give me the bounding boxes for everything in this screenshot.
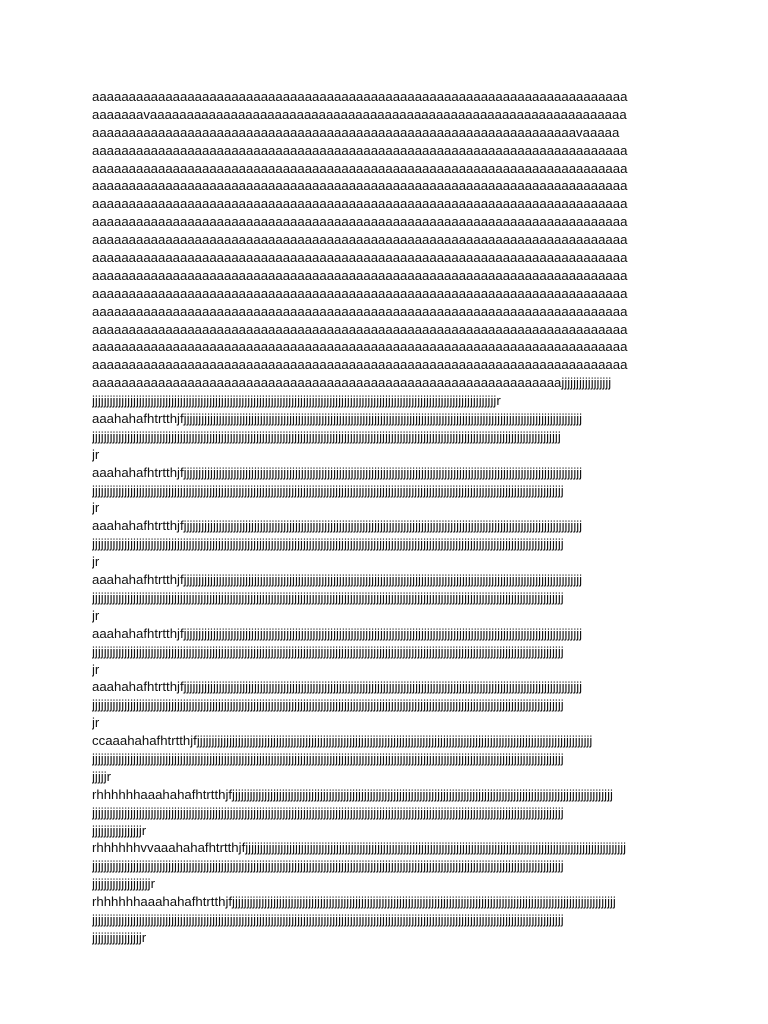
text-line: jr xyxy=(92,661,100,677)
text-line: jjjjjjjjjjjjjjjjjr xyxy=(92,822,147,838)
text-line: aaaaaaaaaaaaaaaaaaaaaaaaaaaaaaaaaaaaaaaaaaaaaaaaaaaaaaaaaaaaaaaaaaaaaaaaa xyxy=(92,160,628,176)
text-line: aaaaaaaaaaaaaaaaaaaaaaaaaaaaaaaaaaaaaaaaaaaaaaaaaaaaaaaaaaaaaaaajjjjjjjjjjjjjjjjj xyxy=(92,375,612,391)
text-line: aaaaaaaaaaaaaaaaaaaaaaaaaaaaaaaaaaaaaaaaaaaaaaaaaaaaaaaaaaaaaaaaaaaaaaaaa xyxy=(92,89,628,104)
text-line: aaahahafhtrtthjfjjjjjjjjjjjjjjjjjjjjjjjjjjjjjjjjjjjjjjjjjjjjjjjjjjjjjjjjjjjjjjjjjjjjjjjjjjjjjjjjjjjjjjjjjjjjjjjjjjjjjjjjjjjjjjjjjjjjjjjjjjjjjjjjjjjjjjjj xyxy=(92,625,583,641)
text-line: aaaaaaaaaaaaaaaaaaaaaaaaaaaaaaaaaaaaaaaaaaaaaaaaaaaaaaaaaaaaaaaaaaaaaaaaa xyxy=(92,303,628,319)
text-line: rhhhhhhaaahahafhtrtthjfjjjjjjjjjjjjjjjjjjjjjjjjjjjjjjjjjjjjjjjjjjjjjjjjjjjjjjjjjjjjjjjjjjjjjjjjjjjjjjjjjjjjjjjjjjjjjjjjjjjjjjjjjjjjjjjjjjjjjjjjjjjjjjjjjj xyxy=(92,786,613,802)
text-line: jr xyxy=(92,715,100,731)
text-line: rhhhhhhaaahahafhtrtthjfjjjjjjjjjjjjjjjjjjjjjjjjjjjjjjjjjjjjjjjjjjjjjjjjjjjjjjjjjjjjjjjjjjjjjjjjjjjjjjjjjjjjjjjjjjjjjjjjjjjjjjjjjjjjjjjjjjjjjjjjjjjjjjjjjjj xyxy=(92,894,616,910)
text-line: aaaaaaaaaaaaaaaaaaaaaaaaaaaaaaaaaaaaaaaaaaaaaaaaaaaaaaaaaaaaaaaaaaaaaaaaa xyxy=(92,214,628,230)
text-line: aaaaaaaaaaaaaaaaaaaaaaaaaaaaaaaaaaaaaaaaaaaaaaaaaaaaaaaaaaaaaaaaaaaaaaaaa xyxy=(92,196,628,212)
text-line: aaaaaaaaaaaaaaaaaaaaaaaaaaaaaaaaaaaaaaaaaaaaaaaaaaaaaaaaaaaaaaaaaaaaaaaaa xyxy=(92,267,628,283)
text-line: aaaaaaaaaaaaaaaaaaaaaaaaaaaaaaaaaaaaaaaaaaaaaaaaaaaaaaaaaaaaaaaaaaaaaaaaa xyxy=(92,178,628,194)
text-line: jjjjjjjjjjjjjjjjjjjjjjjjjjjjjjjjjjjjjjjjjjjjjjjjjjjjjjjjjjjjjjjjjjjjjjjjjjjjjjjjjjjjjjjjjjjjjjjjjjjjjjjjjjjjjjjjjjjjjjjjjjjjjjjjjjjjjjjjjjjjjjjjjjjjjjjjjjjjjjjjj xyxy=(92,643,564,659)
text-line: aaaaaaaaaaaaaaaaaaaaaaaaaaaaaaaaaaaaaaaaaaaaaaaaaaaaaaaaaaaaaaaaaaaaaaaaa xyxy=(92,142,628,158)
text-line: aaaaaaaaaaaaaaaaaaaaaaaaaaaaaaaaaaaaaaaaaaaaaaaaaaaaaaaaaaaaaaaaaaaaaaaaa xyxy=(92,232,628,248)
text-line: aaaaaaaaaaaaaaaaaaaaaaaaaaaaaaaaaaaaaaaaaaaaaaaaaaaaaaaaaaaaaaaaaaaaaaaaa xyxy=(92,250,628,266)
text-line: aaaaaaavaaaaaaaaaaaaaaaaaaaaaaaaaaaaaaaaaaaaaaaaaaaaaaaaaaaaaaaaaaaaaaaaa xyxy=(92,106,627,122)
text-line: jr xyxy=(92,554,100,570)
text-line: jjjjjjjjjjjjjjjjjjjjjjjjjjjjjjjjjjjjjjjjjjjjjjjjjjjjjjjjjjjjjjjjjjjjjjjjjjjjjjjjjjjjjjjjjjjjjjjjjjjjjjjjjjjjjjjjjjjjjjjjjjjjjjjjjjjjjjjjjjjjjjjjjjjjjjjjjjjjjjjjj xyxy=(92,697,564,713)
text-line: jjjjjjjjjjjjjjjjjjjjjjjjjjjjjjjjjjjjjjjjjjjjjjjjjjjjjjjjjjjjjjjjjjjjjjjjjjjjjjjjjjjjjjjjjjjjjjjjjjjjjjjjjjjjjjjjjjjjjjjjjjjjjjjjjjjjjjjjjjjjjjjjjjjjjjjjjjjjjjjjj xyxy=(92,536,564,552)
text-line: rhhhhhhvvaaahahafhtrtthjfjjjjjjjjjjjjjjjjjjjjjjjjjjjjjjjjjjjjjjjjjjjjjjjjjjjjjjjjjjjjjjjjjjjjjjjjjjjjjjjjjjjjjjjjjjjjjjjjjjjjjjjjjjjjjjjjjjjjjjjjjjjjjjjjjj xyxy=(92,840,627,856)
text-line: aaahahafhtrtthjfjjjjjjjjjjjjjjjjjjjjjjjjjjjjjjjjjjjjjjjjjjjjjjjjjjjjjjjjjjjjjjjjjjjjjjjjjjjjjjjjjjjjjjjjjjjjjjjjjjjjjjjjjjjjjjjjjjjjjjjjjjjjjjjjjjjjjjjj xyxy=(92,411,583,427)
text-line: jjjjjjjjjjjjjjjjjjjjjjjjjjjjjjjjjjjjjjjjjjjjjjjjjjjjjjjjjjjjjjjjjjjjjjjjjjjjjjjjjjjjjjjjjjjjjjjjjjjjjjjjjjjjjjjjjjjjjjjjjjjjjjjjjjjjjjjjjjjjjjjjjjjjjjjjjjjjjjjjj xyxy=(92,750,564,766)
text-line: aaahahafhtrtthjfjjjjjjjjjjjjjjjjjjjjjjjjjjjjjjjjjjjjjjjjjjjjjjjjjjjjjjjjjjjjjjjjjjjjjjjjjjjjjjjjjjjjjjjjjjjjjjjjjjjjjjjjjjjjjjjjjjjjjjjjjjjjjjjjjjjjjjjj xyxy=(92,572,583,588)
text-line: ccaaahahafhtrtthjfjjjjjjjjjjjjjjjjjjjjjjjjjjjjjjjjjjjjjjjjjjjjjjjjjjjjjjjjjjjjjjjjjjjjjjjjjjjjjjjjjjjjjjjjjjjjjjjjjjjjjjjjjjjjjjjjjjjjjjjjjjjjjjjjjjjjjjj xyxy=(92,733,593,749)
text-line: jjjjjjjjjjjjjjjjjjjjjjjjjjjjjjjjjjjjjjjjjjjjjjjjjjjjjjjjjjjjjjjjjjjjjjjjjjjjjjjjjjjjjjjjjjjjjjjjjjjjjjjjjjjjjjjjjjjjjjjjjjjjjjjjjjjjjjjjjjjjjjjjjjjjjjjjjjjjjjjjj xyxy=(92,858,564,874)
text-line: jjjjjjjjjjjjjjjjjjjjjjjjjjjjjjjjjjjjjjjjjjjjjjjjjjjjjjjjjjjjjjjjjjjjjjjjjjjjjjjjjjjjjjjjjjjjjjjjjjjjjjjjjjjjjjjjjjjjjjjjjjjjjjjjjjjjjjjjjjjjjjjjjjjjjjjjjjjjjjjjj xyxy=(92,911,564,927)
text-line: aaaaaaaaaaaaaaaaaaaaaaaaaaaaaaaaaaaaaaaaaaaaaaaaaaaaaaaaaaaaaaaaaaaaaaaaa xyxy=(92,285,628,301)
text-line: jjjjjr xyxy=(92,768,112,784)
text-line: jjjjjjjjjjjjjjjjjjjjjjjjjjjjjjjjjjjjjjjjjjjjjjjjjjjjjjjjjjjjjjjjjjjjjjjjjjjjjjjjjjjjjjjjjjjjjjjjjjjjjjjjjjjjjjjjjjjjjjjjjjjjjjjjjjjjjjjjjjjjjjjjjjjjjjjjjjjjjjjjj xyxy=(92,589,564,605)
text-line: jjjjjjjjjjjjjjjjjr xyxy=(92,929,147,945)
document-body xyxy=(92,88,673,947)
text-line: jjjjjjjjjjjjjjjjjjjjjjjjjjjjjjjjjjjjjjjjjjjjjjjjjjjjjjjjjjjjjjjjjjjjjjjjjjjjjjjjjjjjjjjjjjjjjjjjjjjjjjjjjjjjjjjjjjjjjjjjjjjjjjjjjjjjjjjjjjjjjjjjjjjjjjjjjjjjjjjj xyxy=(92,428,561,444)
text-line: aaaaaaaaaaaaaaaaaaaaaaaaaaaaaaaaaaaaaaaaaaaaaaaaaaaaaaaaaaaaaaaaaaaaaaaaa xyxy=(92,339,628,355)
text-line: jjjjjjjjjjjjjjjjjjjjjjjjjjjjjjjjjjjjjjjjjjjjjjjjjjjjjjjjjjjjjjjjjjjjjjjjjjjjjjjjjjjjjjjjjjjjjjjjjjjjjjjjjjjjjjjjjjjjjjjjjjjjjjjjjjjjjjjjjjjjjjjjjjjjjjjjjjjjjjjjj xyxy=(92,804,564,820)
text-line: jjjjjjjjjjjjjjjjjjjjjjjjjjjjjjjjjjjjjjjjjjjjjjjjjjjjjjjjjjjjjjjjjjjjjjjjjjjjjjjjjjjjjjjjjjjjjjjjjjjjjjjjjjjjjjjjjjjjjjjjjjjjjjjjjjjjjjjjjjjjjjjjjjjjjjjjjjjjjjjjj xyxy=(92,482,564,498)
text-line: aaaaaaaaaaaaaaaaaaaaaaaaaaaaaaaaaaaaaaaaaaaaaaaaaaaaaaaaaaaaaaaaaavaaaaa xyxy=(92,124,620,140)
text-line: jjjjjjjjjjjjjjjjjjjjr xyxy=(92,876,155,892)
text-line: aaahahafhtrtthjfjjjjjjjjjjjjjjjjjjjjjjjjjjjjjjjjjjjjjjjjjjjjjjjjjjjjjjjjjjjjjjjjjjjjjjjjjjjjjjjjjjjjjjjjjjjjjjjjjjjjjjjjjjjjjjjjjjjjjjjjjjjjjjjjjjjjjjjj xyxy=(92,518,583,534)
text-line: jr xyxy=(92,446,100,462)
text-line: jr xyxy=(92,607,100,623)
text-line: aaahahafhtrtthjfjjjjjjjjjjjjjjjjjjjjjjjjjjjjjjjjjjjjjjjjjjjjjjjjjjjjjjjjjjjjjjjjjjjjjjjjjjjjjjjjjjjjjjjjjjjjjjjjjjjjjjjjjjjjjjjjjjjjjjjjjjjjjjjjjjjjjjjj xyxy=(92,464,583,480)
text-line: jr xyxy=(92,500,100,516)
text-line: aaaaaaaaaaaaaaaaaaaaaaaaaaaaaaaaaaaaaaaaaaaaaaaaaaaaaaaaaaaaaaaaaaaaaaaaa xyxy=(92,321,628,337)
text-line: aaaaaaaaaaaaaaaaaaaaaaaaaaaaaaaaaaaaaaaaaaaaaaaaaaaaaaaaaaaaaaaaaaaaaaaaa xyxy=(92,357,628,373)
text-line: aaahahafhtrtthjfjjjjjjjjjjjjjjjjjjjjjjjjjjjjjjjjjjjjjjjjjjjjjjjjjjjjjjjjjjjjjjjjjjjjjjjjjjjjjjjjjjjjjjjjjjjjjjjjjjjjjjjjjjjjjjjjjjjjjjjjjjjjjjjjjjjjjjjj xyxy=(92,679,583,695)
text-line: jjjjjjjjjjjjjjjjjjjjjjjjjjjjjjjjjjjjjjjjjjjjjjjjjjjjjjjjjjjjjjjjjjjjjjjjjjjjjjjjjjjjjjjjjjjjjjjjjjjjjjjjjjjjjjjjjjjjjjjjjjjjjjjjjjjjjjjjjjr xyxy=(92,393,501,409)
